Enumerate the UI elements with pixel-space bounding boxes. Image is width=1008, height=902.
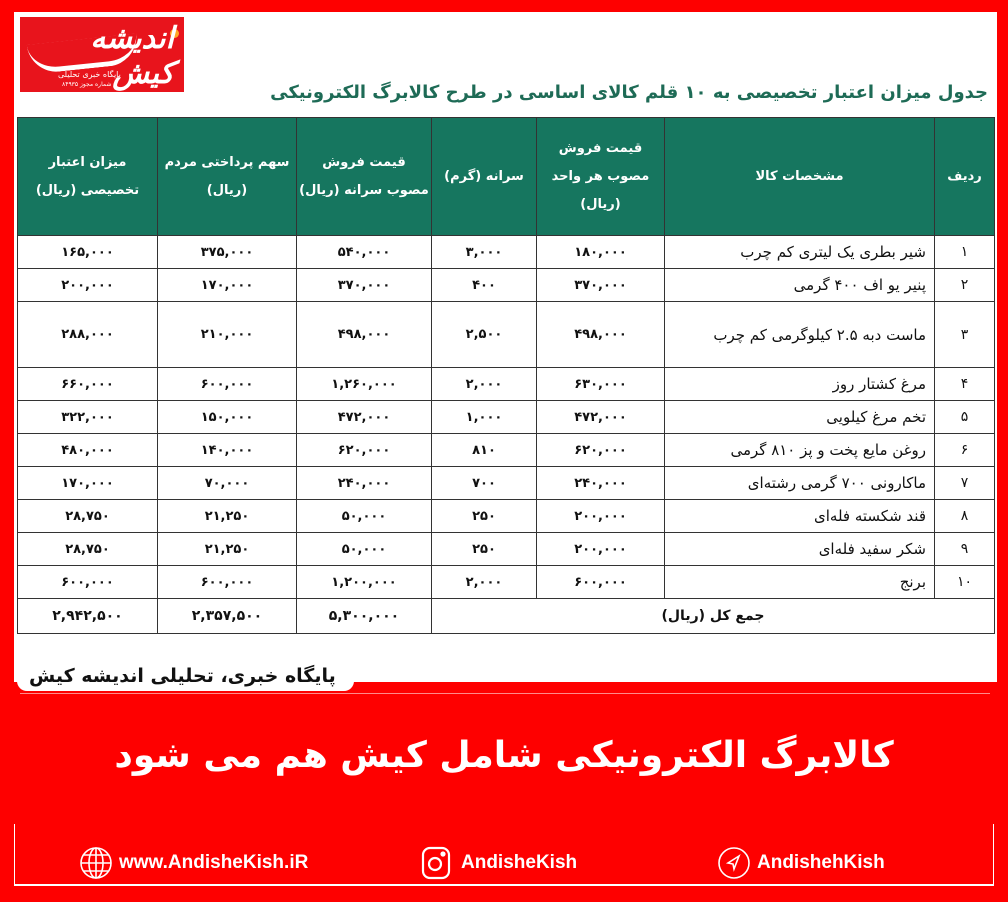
cell-idx: ۳ xyxy=(935,302,995,368)
header-row-number: ردیف xyxy=(935,118,995,236)
table-row xyxy=(18,368,995,401)
total-people-share: ۲,۳۵۷,۵۰۰ xyxy=(158,599,297,634)
header-item: مشخصات کالا xyxy=(665,118,935,236)
header-per-capita-price: قیمت فروش مصوب سرانه (ریال) xyxy=(297,118,432,236)
site-logo[interactable] xyxy=(20,17,184,92)
news-headline: کالابرگ الکترونیکی شامل کیش هم می شود xyxy=(114,735,894,776)
cell-idx: ۵ xyxy=(935,401,995,434)
cell-people-share: ۲۱۰,۰۰۰ xyxy=(158,302,297,368)
cell-idx: ۲ xyxy=(935,269,995,302)
telegram-handle: AndishehKish xyxy=(757,852,885,873)
table-row xyxy=(18,302,995,368)
cell-idx: ۱۰ xyxy=(935,566,995,599)
table-row xyxy=(18,533,995,566)
total-credit: ۲,۹۴۲,۵۰۰ xyxy=(18,599,158,634)
cell-unit-price: ۶۰۰,۰۰۰ xyxy=(537,566,665,599)
cell-people-share: ۶۰۰,۰۰۰ xyxy=(158,566,297,599)
cell-per-capita-price: ۵۰,۰۰۰ xyxy=(297,500,432,533)
header-credit: میزان اعتبار تخصیصی (ریال) xyxy=(18,118,158,236)
table-header-row xyxy=(18,118,995,236)
cell-idx: ۴ xyxy=(935,368,995,401)
table-row xyxy=(18,236,995,269)
cell-per-capita-price: ۵۴۰,۰۰۰ xyxy=(297,236,432,269)
cell-per-capita-price: ۲۴۰,۰۰۰ xyxy=(297,467,432,500)
table-row xyxy=(18,434,995,467)
table-title: جدول میزان اعتبار تخصیصی به ۱۰ قلم کالای اساسی در طرح کالابرگ الکترونیکی xyxy=(270,82,988,103)
cell-per-capita: ۲,۰۰۰ xyxy=(432,566,537,599)
cell-credit: ۱۶۵,۰۰۰ xyxy=(18,236,158,269)
cell-per-capita-price: ۴۷۲,۰۰۰ xyxy=(297,401,432,434)
cell-item: قند شکسته فله‌ای xyxy=(665,500,935,533)
instagram-link[interactable] xyxy=(421,846,577,880)
cell-per-capita-price: ۱,۲۶۰,۰۰۰ xyxy=(297,368,432,401)
total-row xyxy=(18,599,995,634)
cell-unit-price: ۳۷۰,۰۰۰ xyxy=(537,269,665,302)
cell-per-capita: ۲۵۰ xyxy=(432,500,537,533)
cell-unit-price: ۴۹۸,۰۰۰ xyxy=(537,302,665,368)
cell-item: برنج xyxy=(665,566,935,599)
divider xyxy=(20,693,990,694)
logo-subtitle: پایگاه خبری تحلیلی xyxy=(58,70,121,79)
cell-unit-price: ۶۲۰,۰۰۰ xyxy=(537,434,665,467)
cell-per-capita: ۳,۰۰۰ xyxy=(432,236,537,269)
cell-credit: ۶۶۰,۰۰۰ xyxy=(18,368,158,401)
cell-people-share: ۱۴۰,۰۰۰ xyxy=(158,434,297,467)
cell-people-share: ۲۱,۲۵۰ xyxy=(158,533,297,566)
instagram-handle: AndisheKish xyxy=(461,852,578,873)
cell-people-share: ۱۷۰,۰۰۰ xyxy=(158,269,297,302)
cell-people-share: ۷۰,۰۰۰ xyxy=(158,467,297,500)
cell-per-capita: ۷۰۰ xyxy=(432,467,537,500)
cell-per-capita: ۲,۰۰۰ xyxy=(432,368,537,401)
cell-credit: ۲۸,۷۵۰ xyxy=(18,500,158,533)
cell-item: روغن مایع پخت و پز ۸۱۰ گرمی xyxy=(665,434,935,467)
cell-idx: ۹ xyxy=(935,533,995,566)
cell-people-share: ۳۷۵,۰۰۰ xyxy=(158,236,297,269)
total-per-capita-price: ۵,۳۰۰,۰۰۰ xyxy=(297,599,432,634)
logo-license: شماره مجوز ۸۴۹۳۵ xyxy=(62,81,112,88)
cell-people-share: ۶۰۰,۰۰۰ xyxy=(158,368,297,401)
cell-idx: ۶ xyxy=(935,434,995,467)
header-per-capita: سرانه (گرم) xyxy=(432,118,537,236)
cell-per-capita-price: ۱,۲۰۰,۰۰۰ xyxy=(297,566,432,599)
cell-idx: ۱ xyxy=(935,236,995,269)
cell-per-capita-price: ۳۷۰,۰۰۰ xyxy=(297,269,432,302)
logo-name: اندیشه کیش xyxy=(90,21,174,91)
header-unit-price: قیمت فروش مصوب هر واحد (ریال) xyxy=(537,118,665,236)
globe-icon xyxy=(79,846,113,880)
table-row xyxy=(18,566,995,599)
cell-credit: ۲۰۰,۰۰۰ xyxy=(18,269,158,302)
cell-credit: ۱۷۰,۰۰۰ xyxy=(18,467,158,500)
cell-item: ماکارونی ۷۰۰ گرمی رشته‌ای xyxy=(665,467,935,500)
cell-per-capita: ۲۵۰ xyxy=(432,533,537,566)
cell-unit-price: ۴۷۲,۰۰۰ xyxy=(537,401,665,434)
header-people-share: سهم پرداختی مردم (ریال) xyxy=(158,118,297,236)
cell-credit: ۲۸۸,۰۰۰ xyxy=(18,302,158,368)
cell-per-capita: ۸۱۰ xyxy=(432,434,537,467)
table-row xyxy=(18,401,995,434)
telegram-icon xyxy=(717,846,751,880)
cell-per-capita-price: ۴۹۸,۰۰۰ xyxy=(297,302,432,368)
cell-unit-price: ۲۴۰,۰۰۰ xyxy=(537,467,665,500)
cell-item: ماست دبه ۲.۵ کیلوگرمی کم چرب xyxy=(665,302,935,368)
cell-credit: ۶۰۰,۰۰۰ xyxy=(18,566,158,599)
cell-idx: ۷ xyxy=(935,467,995,500)
cell-credit: ۴۸۰,۰۰۰ xyxy=(18,434,158,467)
cell-unit-price: ۲۰۰,۰۰۰ xyxy=(537,533,665,566)
cell-per-capita-price: ۶۲۰,۰۰۰ xyxy=(297,434,432,467)
cell-credit: ۲۸,۷۵۰ xyxy=(18,533,158,566)
cell-per-capita-price: ۵۰,۰۰۰ xyxy=(297,533,432,566)
cell-item: تخم مرغ کیلویی xyxy=(665,401,935,434)
cell-item: شیر بطری یک لیتری کم چرب xyxy=(665,236,935,269)
cell-item: مرغ کشتار روز xyxy=(665,368,935,401)
cell-item: پنیر یو اف ۴۰۰ گرمی xyxy=(665,269,935,302)
cell-item: شکر سفید فله‌ای xyxy=(665,533,935,566)
website-url: www.AndisheKish.iR xyxy=(119,852,309,873)
cell-people-share: ۲۱,۲۵۰ xyxy=(158,500,297,533)
cell-people-share: ۱۵۰,۰۰۰ xyxy=(158,401,297,434)
table-row xyxy=(18,269,995,302)
website-link[interactable] xyxy=(79,846,308,880)
cell-unit-price: ۱۸۰,۰۰۰ xyxy=(537,236,665,269)
cell-unit-price: ۶۳۰,۰۰۰ xyxy=(537,368,665,401)
site-tagline: پایگاه خبری، تحلیلی اندیشه کیش xyxy=(17,661,354,691)
cell-per-capita: ۲,۵۰۰ xyxy=(432,302,537,368)
cell-credit: ۳۲۲,۰۰۰ xyxy=(18,401,158,434)
telegram-link[interactable] xyxy=(717,846,885,880)
credit-table xyxy=(17,117,995,634)
instagram-icon xyxy=(421,846,451,880)
cell-per-capita: ۱,۰۰۰ xyxy=(432,401,537,434)
total-label: جمع کل (ریال) xyxy=(432,599,995,634)
cell-unit-price: ۲۰۰,۰۰۰ xyxy=(537,500,665,533)
cell-per-capita: ۴۰۰ xyxy=(432,269,537,302)
table-row xyxy=(18,500,995,533)
cell-idx: ۸ xyxy=(935,500,995,533)
table-row xyxy=(18,467,995,500)
footer xyxy=(14,824,994,886)
